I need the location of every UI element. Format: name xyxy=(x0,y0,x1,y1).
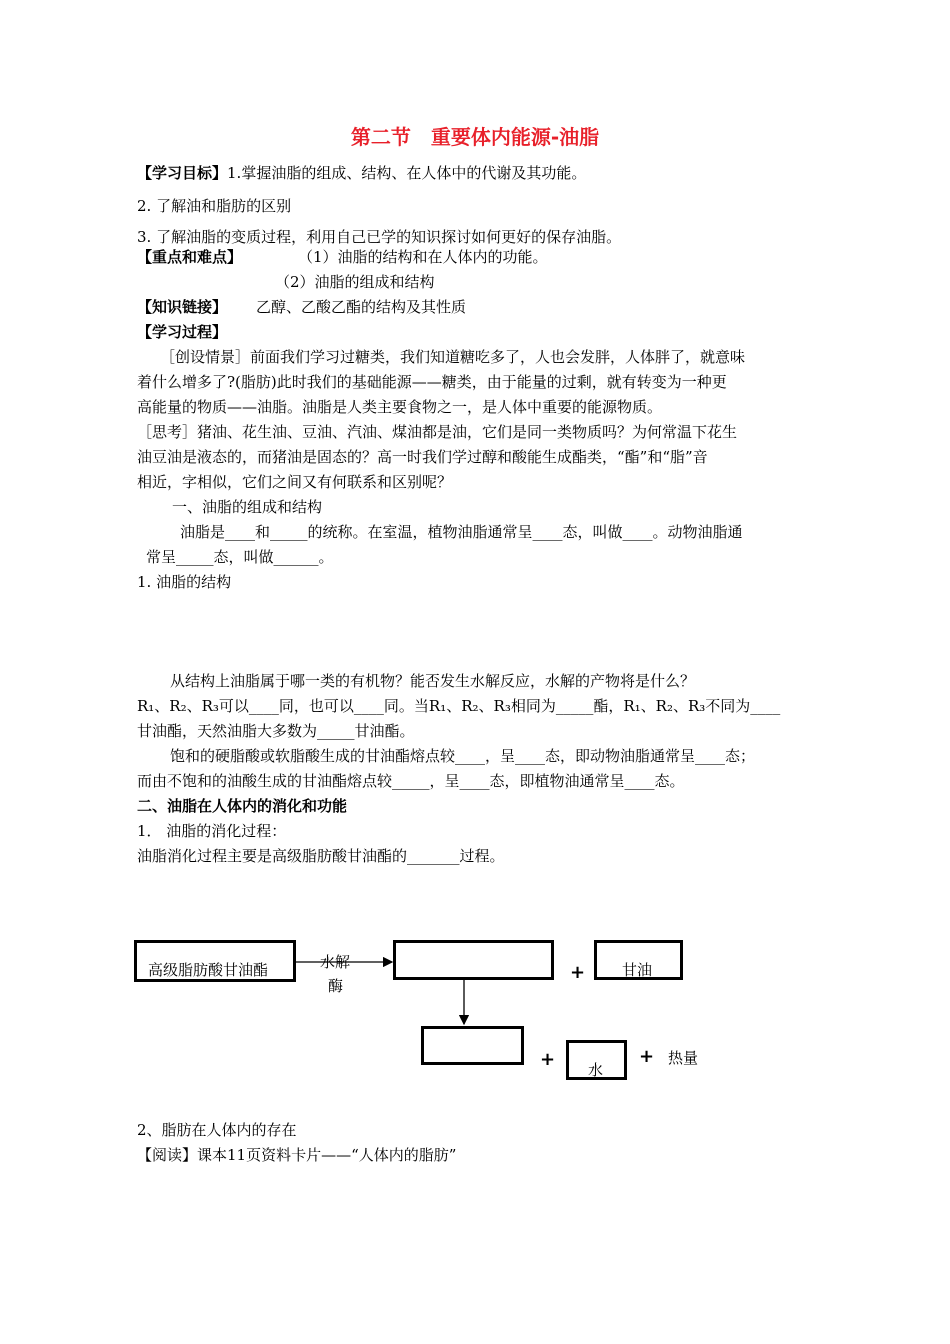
knowledge-link-text: 乙醇、乙酸乙酯的结构及其性质 xyxy=(256,298,467,316)
r-line-1: R₁、R₂、R₃可以____同，也可以____同。当R₁、R₂、R₃相同为_____酯，R₁、R₂、R₃不同为____ xyxy=(137,697,781,715)
knowledge-link-label: 【知识链接】 xyxy=(137,298,228,316)
enzyme-label: 酶 xyxy=(328,977,344,995)
objective-3: 3. 了解油脂的变质过程，利用自己已学的知识探讨如何更好的保存油脂。 xyxy=(137,228,622,246)
section2-heading: 二、油脂在人体内的消化和功能 xyxy=(137,797,348,815)
r-line-2: 甘油酯，天然油脂大多数为_____甘油酯。 xyxy=(137,722,415,740)
section2-sub1: 1． 油脂的消化过程： xyxy=(137,822,287,840)
plus-sign-1: + xyxy=(570,962,586,983)
plus-sign-2: + xyxy=(540,1049,556,1070)
objective-2: 2. 了解油和脂肪的区别 xyxy=(137,197,292,215)
key-point-1: （1）油脂的结构和在人体内的功能。 xyxy=(298,248,548,266)
think-line-3: 相近，字相似，它们之间又有何联系和区别呢？ xyxy=(137,473,453,491)
scenario-line-3: 高能量的物质——油脂。油脂是人类主要食物之一，是人体中重要的能源物质。 xyxy=(137,398,663,416)
digestion-text: 油脂消化过程主要是高级脂肪酸甘油酯的_______过程。 xyxy=(137,847,505,865)
think-line-2: 油豆油是液态的，而猪油是固态的？高一时我们学过醇和酸能生成酯类，“酯”和“脂”音 xyxy=(137,448,708,466)
fill-line-1: 油脂是____和_____的统称。在室温，植物油脂通常呈____态，叫做____。动物油脂通 xyxy=(180,523,743,541)
page-title: 第二节 重要体内能源-油脂 xyxy=(350,125,600,149)
fill-line-2: 常呈_____态，叫做______。 xyxy=(146,548,334,566)
section1-sub1: 1. 油脂的结构 xyxy=(137,573,232,591)
hydrolysis-label: 水解 xyxy=(320,953,351,971)
plus-sign-3: + xyxy=(639,1046,655,1067)
think-line-1: ［思考］猪油、花生油、豆油、汽油、煤油都是油，它们是同一类物质吗？为何常温下花生 xyxy=(137,423,738,441)
objectives-label: 【学习目标】 xyxy=(137,164,228,182)
key-points-label: 【重点和难点】 xyxy=(137,248,243,266)
section1-heading: 一、油脂的组成和结构 xyxy=(172,498,323,516)
key-point-2: （2）油脂的组成和结构 xyxy=(275,273,435,291)
blank-box-oxidation xyxy=(421,1026,524,1065)
process-label: 【学习过程】 xyxy=(137,323,228,341)
scenario-line-1: ［创设情景］前面我们学习过糖类，我们知道糖吃多了，人也会发胖，人体胖了，就意味 xyxy=(160,348,746,366)
objective-1: 1.掌握油脂的组成、结构、在人体中的代谢及其功能。 xyxy=(227,164,587,182)
read-line xyxy=(137,1145,456,1165)
section2-sub2: 2、脂肪在人体内的存在 xyxy=(137,1121,297,1139)
structure-question: 从结构上油脂属于哪一类的有机物？能否发生水解反应，水解的产物将是什么？ xyxy=(170,672,696,690)
read-label: 【阅读】 xyxy=(137,1146,198,1164)
glycerol-label: 甘油 xyxy=(622,961,653,979)
saturated-line-1: 饱和的硬脂酸或软脂酸生成的甘油酯熔点较____，呈____态，即动物油脂通常呈____态； xyxy=(170,747,756,765)
read-text: 课本11页资料卡片——“人体内的脂肪” xyxy=(197,1146,457,1164)
heat-label: 热量 xyxy=(668,1049,699,1067)
blank-box-product xyxy=(393,940,554,980)
water-label: 水 xyxy=(588,1061,604,1079)
scenario-line-2: 着什么增多了?(脂肪)此时我们的基础能源——糖类，由于能量的过剩，就有转变为一种更 xyxy=(137,373,727,391)
saturated-line-2: 而由不饱和的油酸生成的甘油酯熔点较_____，呈____态，即植物油通常呈____态。 xyxy=(137,772,685,790)
glyceride-label: 高级脂肪酸甘油酯 xyxy=(148,961,269,979)
